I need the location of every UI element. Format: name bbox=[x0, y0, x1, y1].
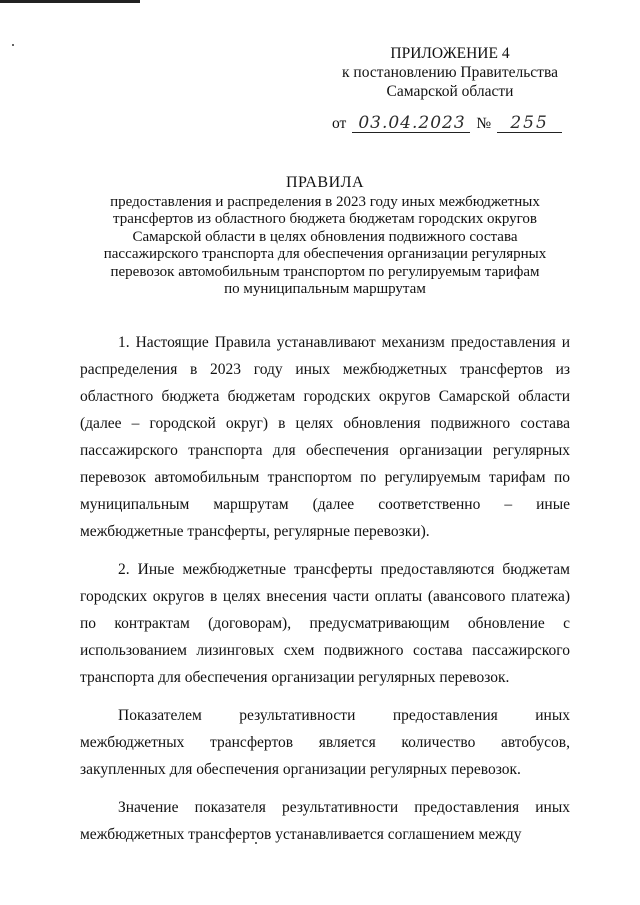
document-title bbox=[80, 174, 570, 299]
handwritten-number: 255 bbox=[497, 114, 562, 133]
decree-date-number bbox=[332, 114, 562, 133]
scan-edge-mark bbox=[0, 0, 140, 3]
title-line: Самарской области в целях обновления подвижного состава bbox=[132, 228, 518, 245]
paragraph-indicator: Показателем результативности предоставления иных межбюджетных трансфертов является количество автобусов, закупленных для обеспечения организации регулярных перевозок. bbox=[80, 707, 570, 778]
from-label: от bbox=[332, 115, 347, 132]
paragraph-value: Значение показателя результативности предоставления иных межбюджетных трансфертов устанавливается соглашением между bbox=[80, 799, 570, 843]
document-body bbox=[80, 329, 570, 859]
paragraph-2: 2. Иные межбюджетные трансферты предоставляются бюджетам городских округов в целях внесения части оплаты (авансового платежа) по контрактам (договорам), предусматривающим обновление с использованием лизинговых схем подвижного состава пассажирского транспорта для обеспечения организации регулярных перевозок. bbox=[80, 561, 570, 686]
number-label: № bbox=[476, 115, 492, 132]
title-line: пассажирского транспорта для обеспечения организации регулярных bbox=[103, 246, 547, 262]
scan-speck bbox=[12, 44, 14, 46]
title-line: трансфертов из областного бюджета бюджетам городских округов bbox=[112, 211, 537, 227]
appendix-region: Самарской области bbox=[386, 83, 514, 100]
title-line: по муниципальным маршрутам bbox=[224, 281, 426, 297]
appendix-header bbox=[320, 44, 580, 101]
title-line: предоставления и распределения в 2023 году иных межбюджетных bbox=[110, 193, 540, 210]
appendix-reference: к постановлению Правительства bbox=[342, 64, 558, 81]
appendix-title: ПРИЛОЖЕНИЕ 4 bbox=[390, 45, 510, 62]
paragraph-1: 1. Настоящие Правила устанавливают механизм предоставления и распределения в 2023 году иных межбюджетных трансфертов из областного бюджета бюджетам городских округов Самарской области (далее – городской округ) в целях обновления подвижного состава пассажирского транспорта для обеспечения организации регулярных перевозок автомобильным транспортом по регулируемым тарифам по муниципальным маршрутам (далее соответственно – иные межбюджетные трансферты, регулярные перевозки). bbox=[80, 334, 570, 540]
rules-heading: ПРАВИЛА bbox=[285, 174, 365, 191]
handwritten-date: 03.04.2023 bbox=[352, 114, 470, 133]
title-line: перевозок автомобильным транспортом по регулируемым тарифам bbox=[110, 263, 540, 280]
